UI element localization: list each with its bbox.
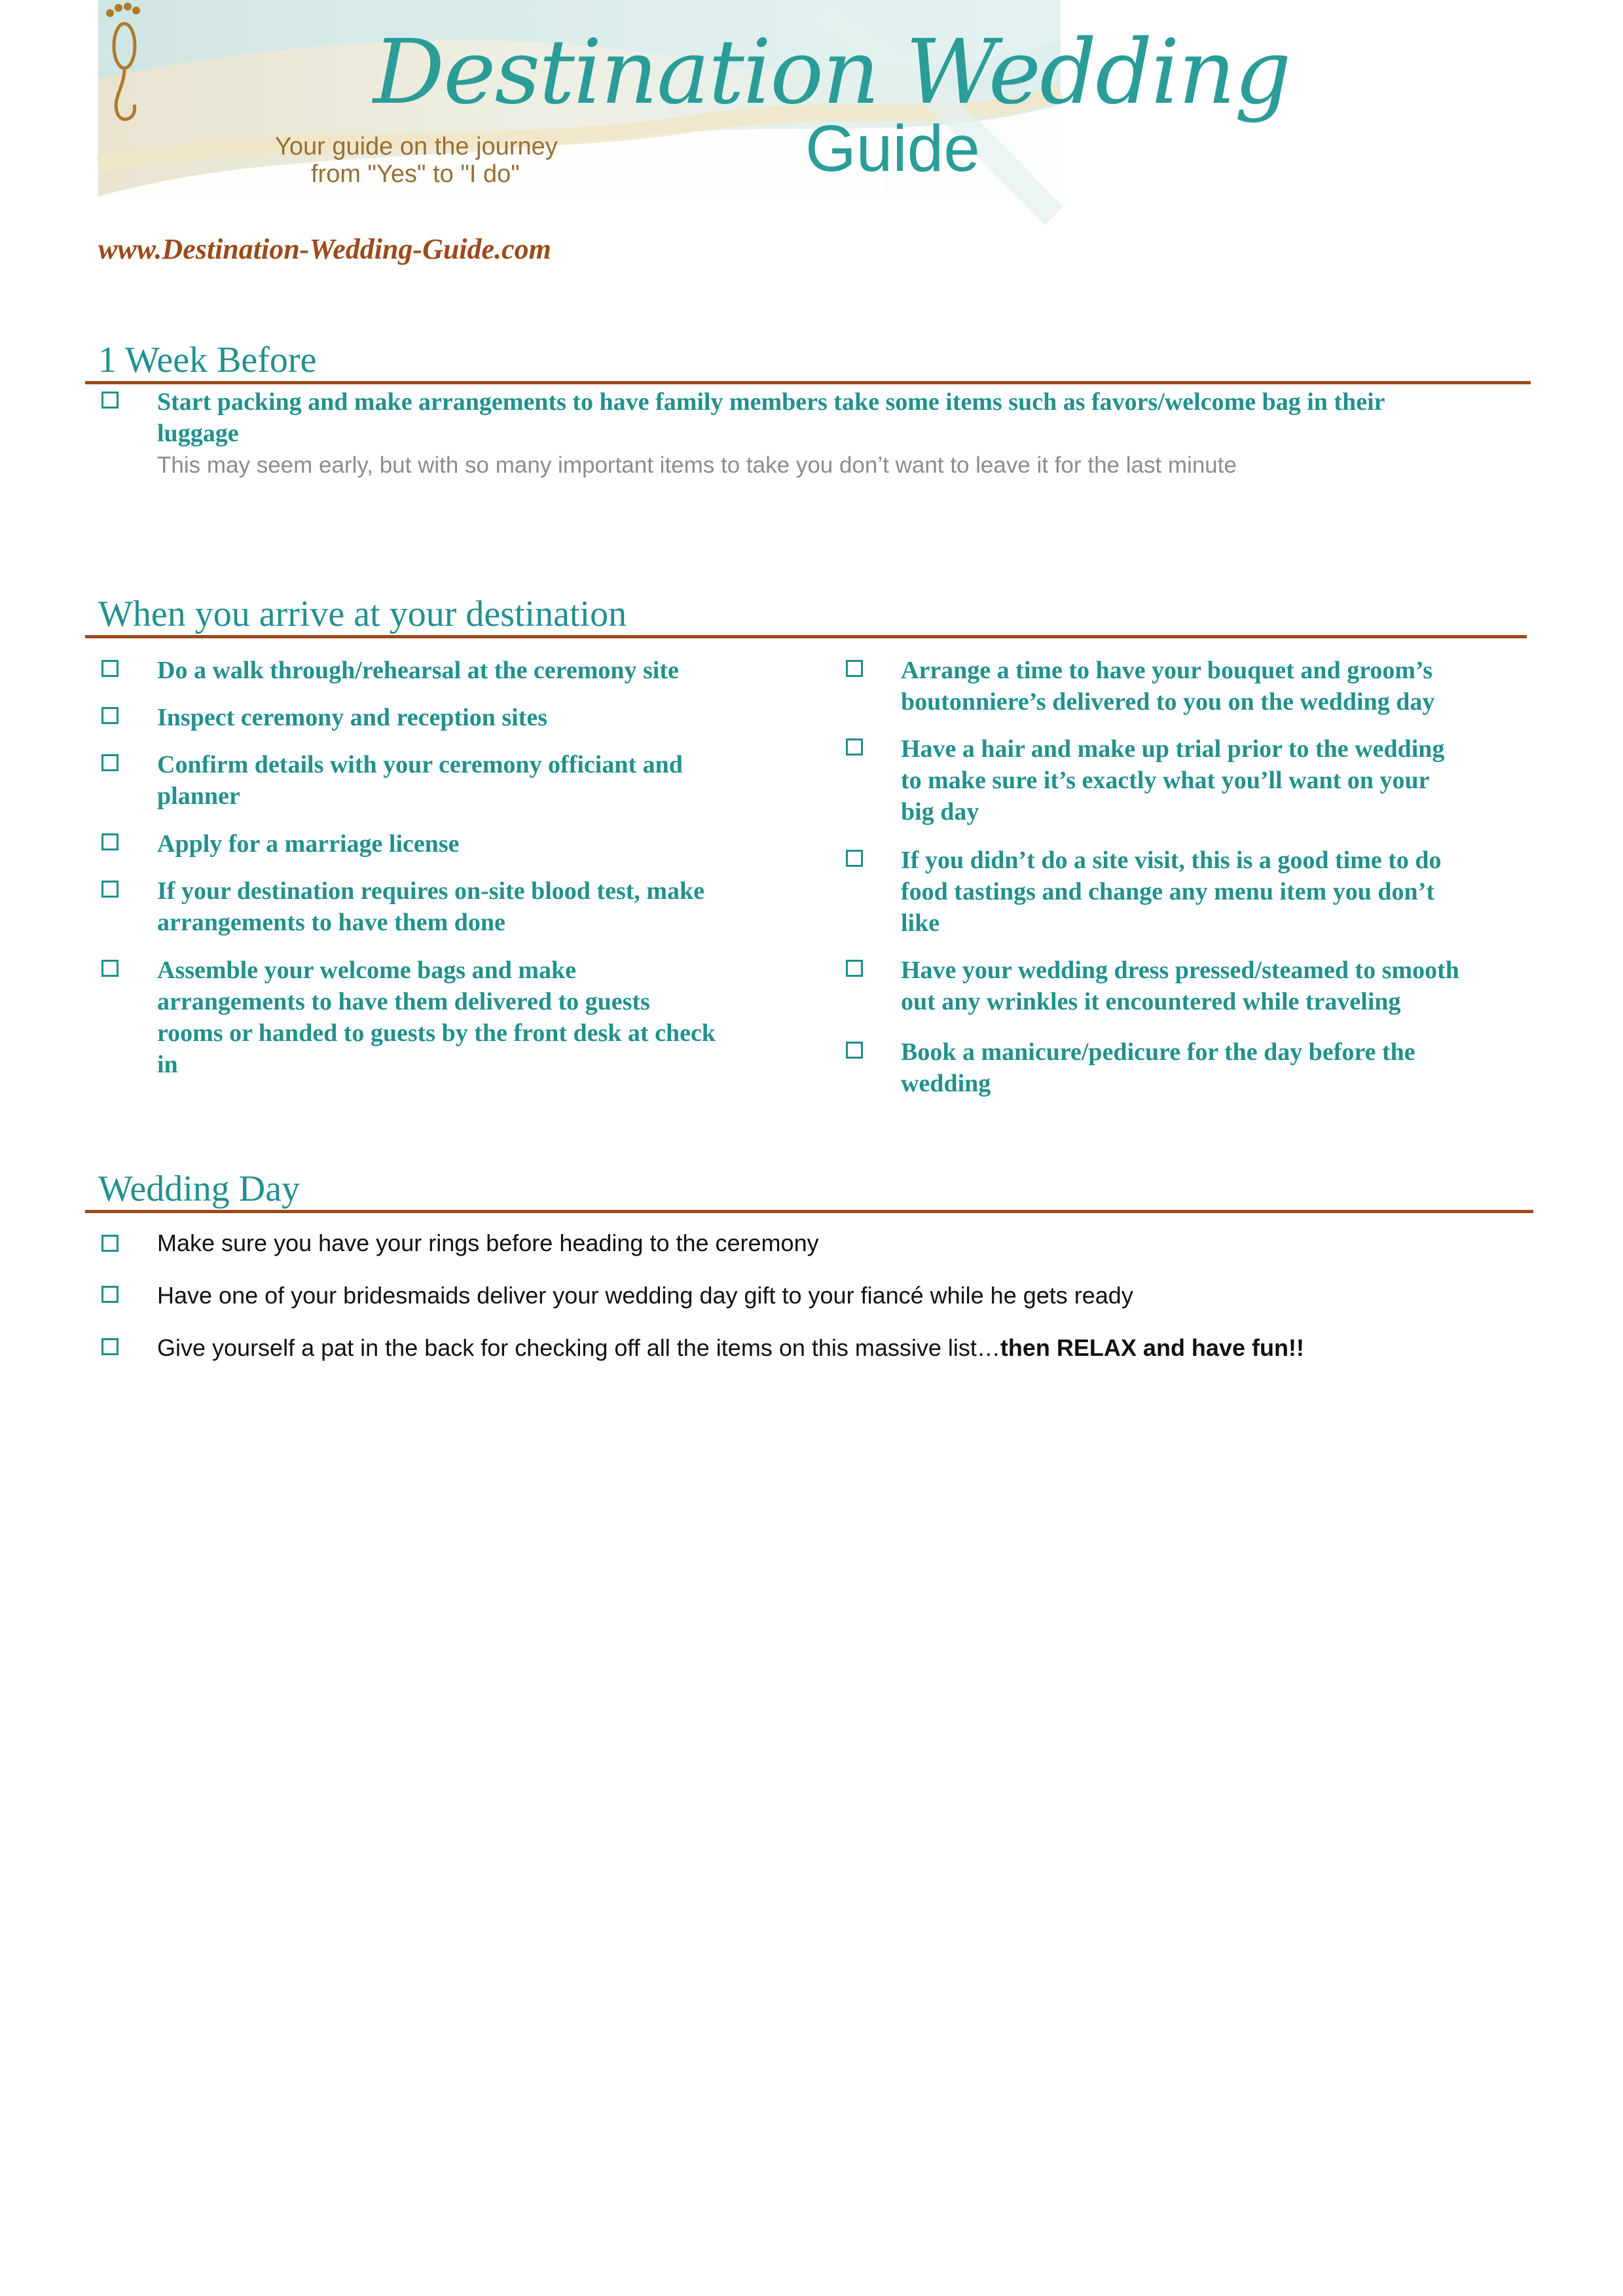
item-text: Assemble your welcome bags and make: [157, 957, 577, 984]
checkbox[interactable]: [101, 960, 119, 977]
item-note: This may seem early, but with so many important items to take you don’t want to leave it for the last minute: [157, 452, 1237, 478]
checkbox[interactable]: [846, 738, 863, 756]
checkbox[interactable]: [101, 754, 119, 771]
item-text: Do a walk through/rehearsal at the ceremony site: [157, 657, 679, 684]
checkbox[interactable]: [101, 1338, 119, 1355]
section-title-arrival: When you arrive at your destination: [98, 594, 627, 634]
item-text: Apply for a marriage license: [157, 830, 460, 858]
item-text: food tastings and change any menu item you don’t: [901, 878, 1434, 905]
item-text: arrangements to have them done: [157, 909, 505, 936]
checkbox[interactable]: [101, 1235, 119, 1252]
item-text-emphasis: then RELAX and have fun!!: [1000, 1334, 1304, 1361]
item-text: in: [157, 1051, 178, 1078]
checkbox[interactable]: [101, 881, 119, 898]
checkbox[interactable]: [846, 1042, 863, 1059]
item-text: like: [901, 909, 940, 937]
item-text: Make sure you have your rings before heading to the ceremony: [157, 1230, 819, 1256]
item-text: wedding: [901, 1070, 991, 1097]
checkbox[interactable]: [101, 392, 119, 409]
item-text: Start packing and make arrangements to have family members take some items such as favors/welcome bag in their: [157, 388, 1385, 416]
section-divider: [85, 1210, 1533, 1213]
logo-tagline-line1: Your guide on the journey: [275, 133, 558, 160]
item-text: If your destination requires on-site blood test, make: [157, 877, 705, 905]
website-link[interactable]: www.Destination-Wedding-Guide.com: [98, 233, 551, 265]
item-text: boutonniere’s delivered to you on the wedding day: [901, 688, 1435, 716]
checkbox[interactable]: [846, 660, 863, 677]
footprint-icon: [98, 0, 151, 124]
item-text-plain: Give yourself a pat in the back for checking off all the items on this massive list…: [157, 1334, 1000, 1361]
logo-title: Destination Wedding: [373, 21, 1290, 124]
checkbox[interactable]: [846, 850, 863, 867]
item-text: [157, 1333, 1304, 1363]
item-text: luggage: [157, 420, 239, 447]
header-banner: [98, 0, 1290, 230]
item-text: Confirm details with your ceremony officiant and: [157, 751, 683, 778]
checkbox[interactable]: [101, 1286, 119, 1303]
section-title-week-before: 1 Week Before: [98, 340, 317, 380]
item-text: arrangements to have them delivered to guests: [157, 988, 650, 1015]
item-text: Arrange a time to have your bouquet and groom’s: [901, 657, 1433, 684]
logo-tagline-line2: from "Yes" to "I do": [311, 160, 520, 188]
item-text: planner: [157, 782, 240, 810]
item-text: If you didn’t do a site visit, this is a good time to do: [901, 847, 1442, 874]
item-text: Have your wedding dress pressed/steamed to smooth: [901, 957, 1459, 984]
item-text: out any wrinkles it encountered while traveling: [901, 988, 1401, 1015]
item-text: to make sure it’s exactly what you’ll want on your: [901, 767, 1430, 794]
item-text: big day: [901, 798, 979, 826]
section-divider: [85, 635, 1527, 638]
item-text: Have a hair and make up trial prior to the wedding: [901, 735, 1445, 763]
checkbox[interactable]: [101, 833, 119, 850]
checkbox[interactable]: [101, 660, 119, 677]
section-divider: [85, 381, 1531, 384]
checkbox[interactable]: [101, 707, 119, 724]
item-text: Inspect ceremony and reception sites: [157, 704, 547, 731]
logo-guide-word: Guide: [805, 112, 980, 185]
item-text: Book a manicure/pedicure for the day before the: [901, 1038, 1415, 1066]
item-text: Have one of your bridesmaids deliver your wedding day gift to your fiancé while he gets ready: [157, 1282, 1133, 1309]
checkbox[interactable]: [846, 960, 863, 977]
item-text: rooms or handed to guests by the front desk at check: [157, 1019, 716, 1047]
section-title-wedding-day: Wedding Day: [98, 1169, 301, 1209]
